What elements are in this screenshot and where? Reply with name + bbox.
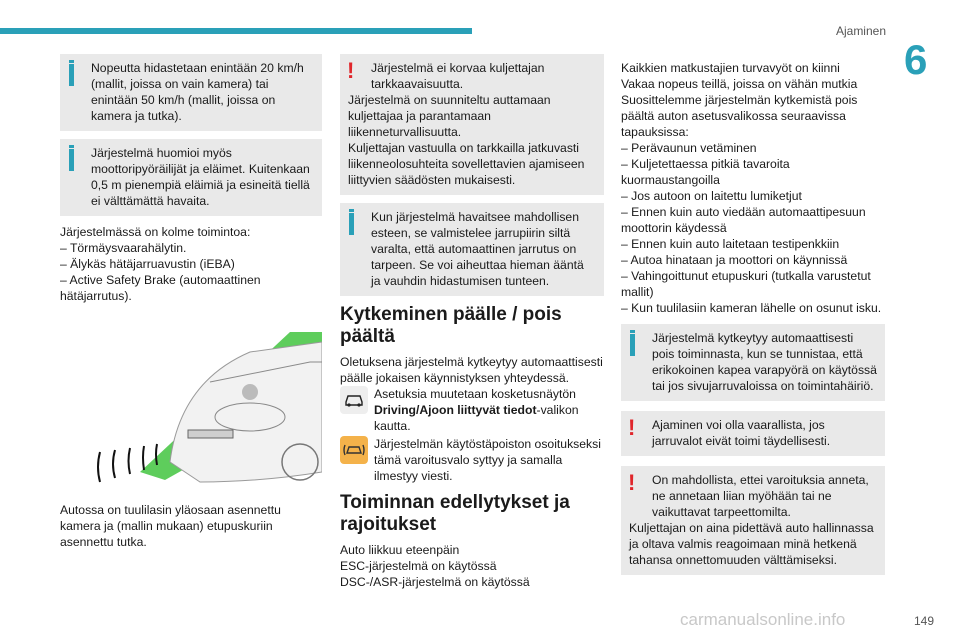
list-item: – Autoa hinataan ja moottori on käynnissä bbox=[621, 253, 848, 267]
lamp-line bbox=[340, 436, 604, 484]
info-text: Kun järjestelmä havaitsee mahdollisen esteen, se valmistelee jarrupiirin siltä varalta, että automaattinen jarrutus on tarpeen. Se voi aiheuttaa hieman ääntä ja vauhdin hidastumisen tunteen. bbox=[371, 210, 584, 288]
list-item: – Törmäysvaarahälytin. bbox=[60, 241, 187, 255]
settings-line bbox=[340, 386, 604, 434]
illustration-caption: Autossa on tuulilasin yläosaan asennettu kamera ja (mallin mukaan) etupuskuriin asennettu tutka. bbox=[60, 503, 281, 549]
info-box bbox=[60, 54, 322, 131]
warning-text: Kuljettajan on aina pidettävä auto hallinnassa ja oltava valmis reagoimaan minä hetkenä tahansa onnettomuuden välttämiseksi. bbox=[629, 521, 874, 567]
list-item: – Älykäs hätäjarruavustin (iEBA) bbox=[60, 257, 235, 271]
warning-box bbox=[340, 54, 604, 195]
warning-text: Ajaminen voi olla vaarallista, jos jarruvalot eivät toimi täydellisesti. bbox=[652, 418, 831, 448]
info-icon bbox=[69, 64, 74, 86]
settings-menu-name: Driving/Ajoon liittyvät tiedot bbox=[374, 403, 537, 417]
info-icon bbox=[349, 213, 354, 235]
system-off-warning-lamp-icon bbox=[340, 436, 368, 464]
chapter-number: 6 bbox=[904, 36, 928, 83]
warning-text: Järjestelmä ei korvaa kuljettajan tarkkaavaisuutta. bbox=[371, 61, 545, 91]
list-item: ESC-järjestelmä on käytössä bbox=[340, 559, 497, 573]
warning-box bbox=[621, 466, 885, 575]
list-item: – Kun tuulilasiin kameran lähelle on osunut isku. bbox=[621, 301, 882, 315]
info-text: Järjestelmä kytkeytyy automaattisesti pois toiminnasta, kun se tunnistaa, että erikokoinen kapea varapyörä on käytössä tai jos sivujarruvaloissa on toimintahäiriö. bbox=[652, 331, 877, 393]
list-item: Kaikkien matkustajien turvavyöt on kiinni bbox=[621, 61, 840, 75]
list-item: – Ennen kuin auto viedään automaattipesuun moottorin käydessä bbox=[621, 205, 866, 235]
list-item: – Ennen kuin auto laitetaan testipenkkiin bbox=[621, 237, 840, 251]
section-heading: Toiminnan edellytykset ja rajoitukset bbox=[340, 492, 570, 535]
functions-list bbox=[60, 224, 322, 304]
warning-text: On mahdollista, ettei varoituksia anneta, ne annetaan liian myöhään tai ne vaikuttavat tarpeettomilta. bbox=[652, 473, 869, 519]
list-item: – Jos autoon on laitettu lumiketjut bbox=[621, 189, 802, 203]
column-1 bbox=[60, 54, 322, 550]
list-item: – Kuljetettaessa pitkiä tavaroita kuormaustangoilla bbox=[621, 157, 790, 187]
settings-text-pre: Asetuksia muutetaan kosketusnäytön bbox=[374, 387, 576, 401]
info-icon bbox=[630, 334, 635, 356]
info-icon bbox=[69, 149, 74, 171]
warning-text: Järjestelmä on suunniteltu auttamaan kuljettajaa ja parantamaan liikenneturvallisuutta. bbox=[348, 93, 551, 139]
section-heading: Kytkeminen päälle / pois päältä bbox=[340, 304, 562, 347]
header-accent-bar bbox=[0, 28, 472, 34]
settings-text-post: -valikon kautta. bbox=[374, 403, 579, 433]
list-item: – Vahingoittunut etupuskuri (tutkalla varustetut mallit) bbox=[621, 269, 871, 299]
warning-icon: ! bbox=[628, 415, 636, 440]
info-box bbox=[621, 324, 885, 401]
warning-icon: ! bbox=[347, 58, 355, 83]
info-text: Nopeutta hidastetaan enintään 20 km/h (mallit, joissa on vain kamera) tai enintään 50 km/h (mallit, joissa on kamera ja tutka). bbox=[91, 61, 304, 123]
list-item: Suosittelemme järjestelmän kytkemistä pois päältä auton asetusvalikossa seuraavissa tapauksissa: bbox=[621, 93, 858, 139]
column-2 bbox=[340, 54, 604, 590]
list-item: – Perävaunun vetäminen bbox=[621, 141, 757, 155]
section-title: Ajaminen bbox=[835, 24, 886, 38]
list-item: – Active Safety Brake (automaattinen hätäjarrutus). bbox=[60, 273, 261, 303]
warning-text: Kuljettajan vastuulla on tarkkailla jatkuvasti liikenneolosuhteita sovellettavien ajamiseen liittyvien säädösten mukaisesti. bbox=[348, 141, 585, 187]
conditions-list bbox=[621, 54, 885, 316]
column-3 bbox=[621, 54, 885, 583]
info-text: Järjestelmä huomioi myös moottoripyöräilijät ja eläimet. Kuitenkaan 0,5 m pienempiä eläimiä ja esineitä tiellä ei välttämättä havaita. bbox=[91, 146, 310, 208]
watermark: carmanualsonline.info bbox=[680, 610, 846, 629]
info-box bbox=[60, 139, 322, 216]
car-radar-illustration bbox=[60, 322, 322, 494]
paragraph: Oletuksena järjestelmä kytkeytyy automaattisesti päälle jokaisen käynnistyksen yhteydessä. bbox=[340, 355, 603, 385]
list-item: Vakaa nopeus teillä, joissa on vähän mutkia bbox=[621, 77, 858, 91]
settings-text bbox=[374, 386, 604, 434]
warning-box bbox=[621, 411, 885, 456]
info-box bbox=[340, 203, 604, 296]
list-item: DSC-/ASR-järjestelmä on käytössä bbox=[340, 575, 530, 589]
car-settings-icon bbox=[340, 386, 368, 414]
warning-icon: ! bbox=[628, 470, 636, 495]
page-number: 149 bbox=[913, 614, 934, 628]
lamp-text: Järjestelmän käytöstäpoiston osoitukseksi tämä varoitusvalo syttyy ja samalla ilmestyy viesti. bbox=[374, 437, 601, 483]
list-item: Auto liikkuu eteenpäin bbox=[340, 543, 460, 557]
functions-intro: Järjestelmässä on kolme toimintoa: bbox=[60, 225, 251, 239]
